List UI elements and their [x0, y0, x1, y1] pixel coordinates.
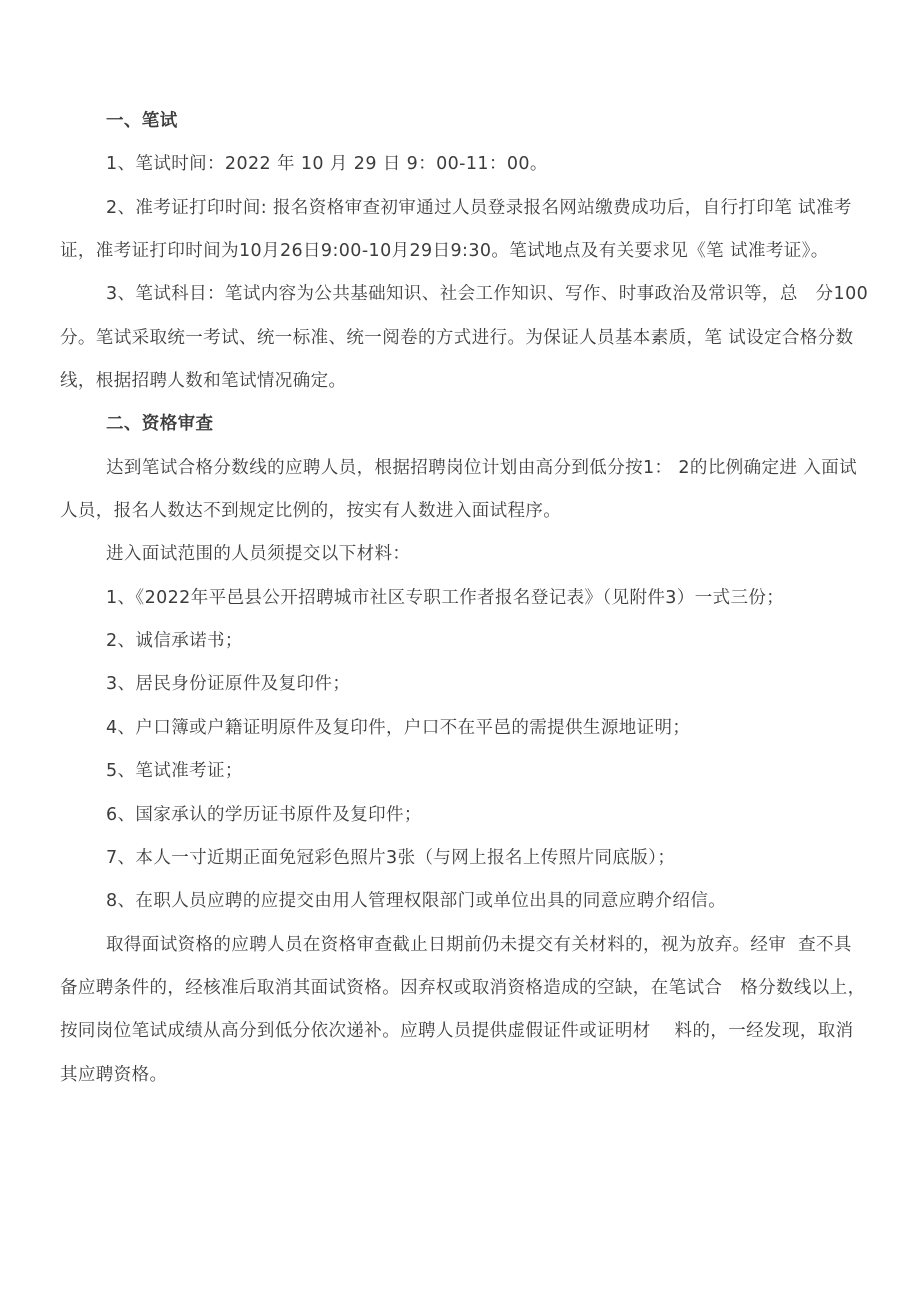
material-item-4 [60, 707, 865, 750]
para-exam-subjects-line-1: 3、笔试科目：笔试内容为公共基础知识、社会工作知识、写作、时事政治及常识等，总 分100 [106, 284, 869, 305]
material-item-2-line-1: 2、诚信承诺书； [106, 631, 243, 652]
para-interview-ratio-line-2: 人员，报名人数达不到规定比例的，按实有人数进入面试程序。 [60, 501, 562, 522]
para-materials-intro-line-1: 进入面试范围的人员须提交以下材料： [106, 544, 411, 565]
material-item-6 [60, 794, 865, 837]
para-disqualification-rules-line-2: 备应聘条件的，经核准后取消其面试资格。因弃权或取消资格造成的空缺，在笔试合 格分数线以上， [60, 977, 866, 998]
material-item-6-line-1: 6、国家承认的学历证书原件及复印件； [106, 804, 422, 825]
material-item-5-line-1: 5、笔试准考证； [106, 761, 243, 782]
material-item-5 [60, 750, 865, 793]
para-disqualification-rules-line-4: 其应聘资格。 [60, 1064, 168, 1085]
para-exam-subjects [60, 273, 869, 403]
document-body [60, 100, 869, 1097]
material-item-1-line-1: 1、《2022年平邑县公开招聘城市社区专职工作者报名登记表》（见附件3）一式三份； [106, 587, 785, 608]
para-admission-ticket-printing-line-2: 证，准考证打印时间为10月26日9:00-10月29日9:30。笔试地点及有关要求见《笔 试准考证》。 [60, 241, 829, 262]
heading-qualification-review [60, 403, 865, 446]
para-written-exam-time-line-1: 1、笔试时间：2022 年 10 月 29 日 9：00-11：00。 [106, 154, 548, 175]
material-item-3 [60, 663, 865, 706]
para-exam-subjects-line-3: 线，根据招聘人数和笔试情况确定。 [60, 371, 347, 392]
para-admission-ticket-printing-line-1: 2、准考证打印时间: 报名资格审查初审通过人员登录报名网站缴费成功后，自行打印笔 试准考 [106, 197, 852, 218]
heading-qualification-review-line-1: 二、资格审查 [106, 414, 214, 435]
para-exam-subjects-line-2: 分。笔试采取统一考试、统一标准、统一阅卷的方式进行。为保证人员基本素质，笔 试设定合格分数 [60, 327, 854, 348]
material-item-7-line-1: 7、本人一寸近期正面免冠彩色照片3张（与网上报名上传照片同底版）； [106, 847, 676, 868]
para-disqualification-rules-line-1: 取得面试资格的应聘人员在资格审查截止日期前仍未提交有关材料的，视为放弃。经审 查不具 [106, 934, 852, 955]
heading-written-exam-line-1: 一、笔试 [106, 111, 178, 131]
material-item-1 [60, 577, 865, 620]
para-interview-ratio-line-1: 达到笔试合格分数线的应聘人员，根据招聘岗位计划由高分到低分按1： 2的比例确定进 入面试 [106, 457, 857, 478]
para-disqualification-rules [60, 924, 865, 1097]
para-materials-intro [60, 533, 865, 576]
para-disqualification-rules-line-3: 按同岗位笔试成绩从高分到低分依次递补。应聘人员提供虚假证件或证明材 料的，一经发现，取消 [60, 1021, 854, 1042]
material-item-4-line-1: 4、户口簿或户籍证明原件及复印件，户口不在平邑的需提供生源地证明； [106, 717, 691, 738]
heading-written-exam [60, 100, 865, 143]
para-written-exam-time [60, 143, 865, 186]
para-admission-ticket-printing [60, 187, 865, 274]
material-item-8 [60, 880, 865, 923]
material-item-3-line-1: 3、居民身份证原件及复印件； [106, 674, 351, 695]
para-interview-ratio [60, 447, 865, 534]
material-item-2 [60, 620, 865, 663]
material-item-7 [60, 837, 865, 880]
material-item-8-line-1: 8、在职人员应聘的应提交由用人管理权限部门或单位出具的同意应聘介绍信。 [106, 891, 727, 912]
